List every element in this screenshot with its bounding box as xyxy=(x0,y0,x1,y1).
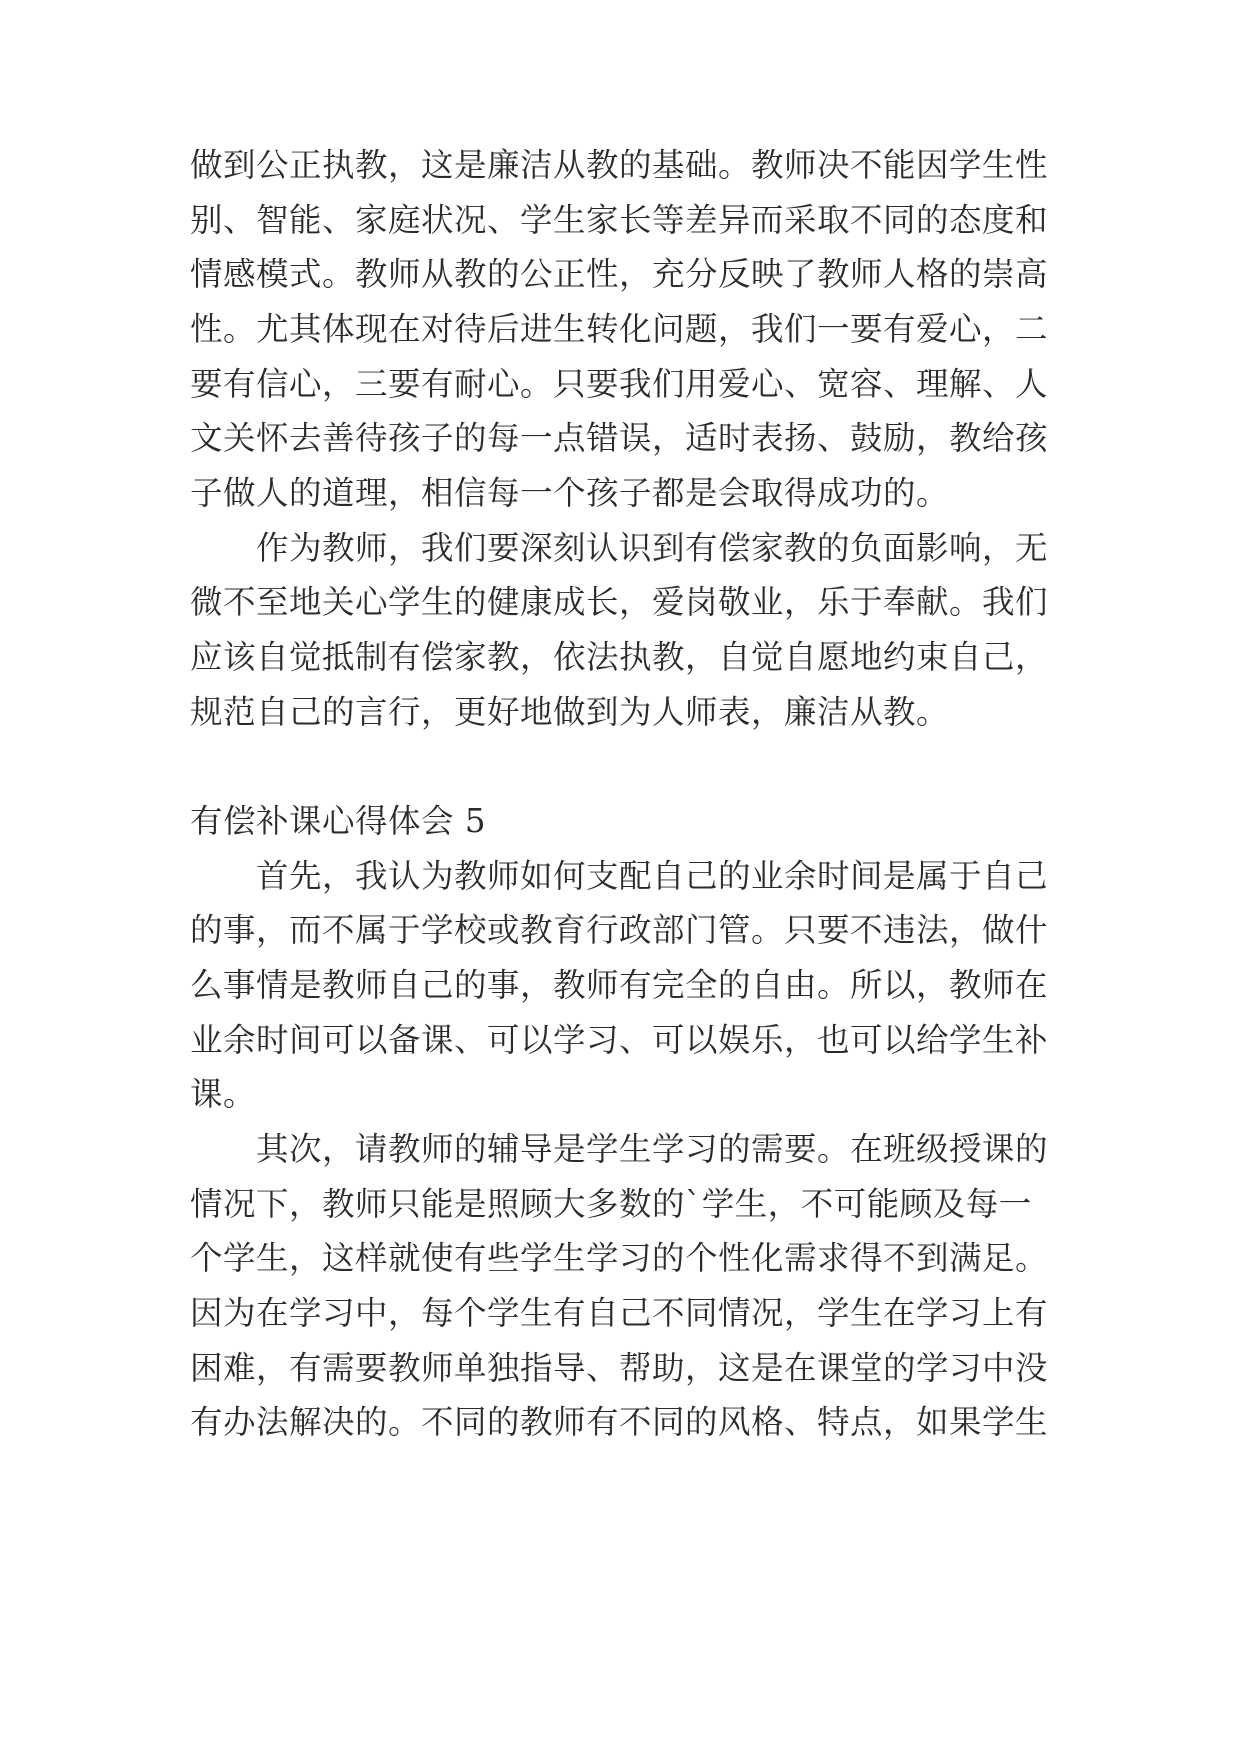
paragraph-line: 性。尤其体现在对待后进生转化问题，我们一要有爱心，二 xyxy=(190,310,1049,348)
paragraph-line: 做到公正执教，这是廉洁从教的基础。教师决不能因学生性 xyxy=(190,146,1049,184)
paragraph-line: 有办法解决的。不同的教师有不同的风格、特点，如果学生 xyxy=(190,1403,1049,1441)
paragraph-line: 要有信心，三要有耐心。只要我们用爱心、宽容、理解、人 xyxy=(190,365,1049,403)
paragraph-line: 困难，有需要教师单独指导、帮助，这是在课堂的学习中没 xyxy=(190,1349,1049,1387)
paragraph-line: 子做人的道理，相信每一个孩子都是会取得成功的。 xyxy=(190,474,950,512)
paragraph-line: 文关怀去善待孩子的每一点错误，适时表扬、鼓励，教给孩 xyxy=(190,419,1049,457)
paragraph-line: 微不至地关心学生的健康成长，爱岗敬业，乐于奉献。我们 xyxy=(190,583,1049,621)
paragraph-line: 别、智能、家庭状况、学生家长等差异而采取不同的态度和 xyxy=(190,201,1049,239)
paragraph-line: 作为教师，我们要深刻认识到有偿家教的负面影响，无 xyxy=(190,529,1049,567)
paragraph-line: 首先，我认为教师如何支配自己的业余时间是属于自己 xyxy=(190,857,1049,895)
section-heading: 有偿补课心得体会 5 xyxy=(190,802,487,840)
paragraph-line: 情况下，教师只能是照顾大多数的`学生，不可能顾及每一 xyxy=(190,1185,1032,1223)
paragraph-line: 课。 xyxy=(190,1075,257,1113)
paragraph-line: 么事情是教师自己的事，教师有完全的自由。所以，教师在 xyxy=(190,966,1049,1004)
paragraph-line: 应该自觉抵制有偿家教，依法执教，自觉自愿地约束自己， xyxy=(190,638,1049,676)
paragraph-line: 情感模式。教师从教的公正性，充分反映了教师人格的崇高 xyxy=(190,255,1049,293)
paragraph-line: 业余时间可以备课、可以学习、可以娱乐，也可以给学生补 xyxy=(190,1021,1049,1059)
paragraph-line: 其次，请教师的辅导是学生学习的需要。在班级授课的 xyxy=(190,1130,1049,1168)
paragraph-line: 规范自己的言行，更好地做到为人师表，廉洁从教。 xyxy=(190,693,950,731)
paragraph-line: 因为在学习中，每个学生有自己不同情况，学生在学习上有 xyxy=(190,1294,1049,1332)
paragraph-line: 个学生，这样就使有些学生学习的个性化需求得不到满足。 xyxy=(190,1239,1049,1277)
paragraph-line: 的事，而不属于学校或教育行政部门管。只要不违法，做什 xyxy=(190,911,1049,949)
